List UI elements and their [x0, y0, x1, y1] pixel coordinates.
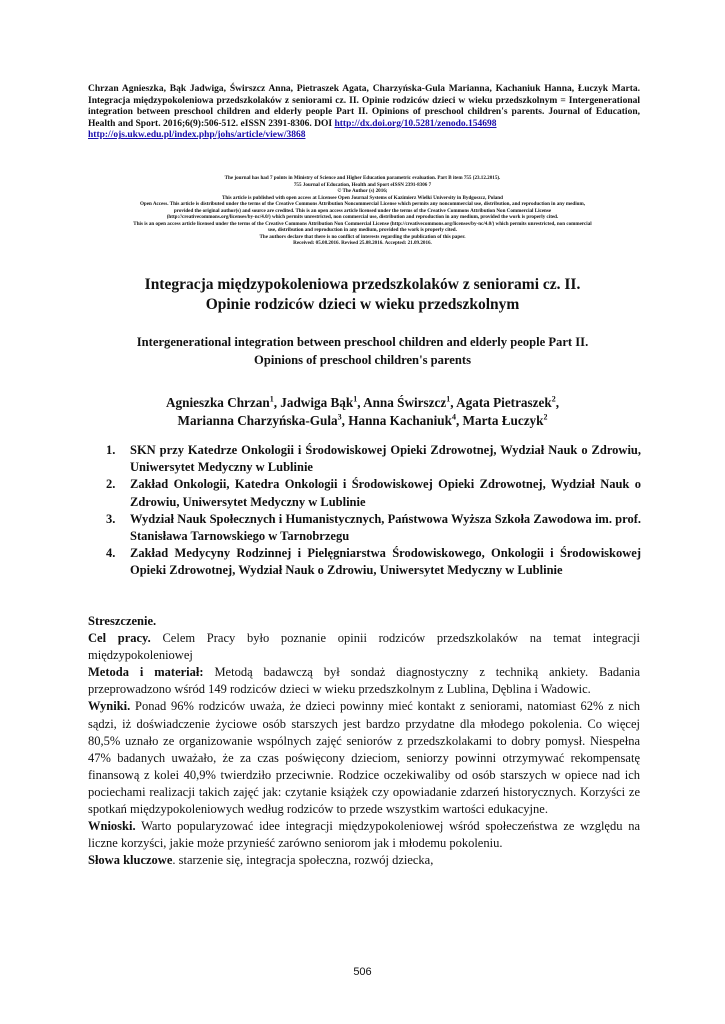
- journal-info: [60, 175, 665, 247]
- journal-info-line: 755 Journal of Education, Health and Sport eISSN 2391-8306 7: [293, 181, 432, 188]
- author-name: Anna Świrszcz: [363, 395, 447, 410]
- journal-info-line: Open Access. This article is distributed under the terms of the Creative Commons Attribution Noncommercial License which permits any noncommercial use, distribution, and reproduction in any medium,: [139, 201, 586, 207]
- citation-text: Chrzan Agnieszka, Bąk Jadwiga, Świrszcz Anna, Pietraszek Agata, Charzyńska-Gula Marianna, Kachaniuk Hanna, Łuczyk Marta. Integracja międzypokoleniowa przedszkolaków z seniorami cz. II. Opinie rodziców dzieci w wieku przedszkolnym = Intergenerational integration between preschool children and elderly people Part II. Opinions of preschool children's parents. Journal of Education, Health and Sport. 2016;6(9):506-512. eISSN 2391-8306. DOI http://dx.doi.org/10.5281/zenodo.154698 http://ojs.ukw.edu.pl/index.php/johs/article/view/3868: [88, 84, 640, 141]
- page-number: 506: [353, 966, 372, 978]
- author-name: Marta Łuczyk: [462, 413, 544, 428]
- abstract-results: Wyniki. Ponad 96% rodziców uważa, że dzieci powinny mieć kontakt z seniorami, natomiast 62% z nich sądzi, iż doświadczenie życiowe osób starszych jest bardzo przydatne dla młodego pokolenia. Co więcej 80,5% uznało ze organizowanie wspólnych zajęć seniorów z przedszkolakami to dobry pomysł. Niespełna 47% badanych uważało, że za czas poświęcony dzieciom, seniorzy powinni otrzymywać rekompensatę finansową z kolei 40,9% twierdziło przeciwnie. Rodzice oczekiwaliby od osób starszych w opiece nad ich pociechami realizacji takich zajęć jak: czytanie książek czy opowiadanie zdarzeń historycznych. Korzyści ze spotkań międzypokoleniowych według rodziców to przede wszystkim wartości edukacyjne.: [88, 699, 640, 817]
- journal-info-line: © The Author (s) 2016;: [337, 188, 388, 194]
- journal-info-line: (http://creativecommons.org/licenses/by-nc/4.0/) which permits unrestricted, non commercial use, distribution and reproduction in any medium, provided the work is properly cited.: [166, 214, 559, 220]
- journal-info-line: The journal has had 7 points in Ministry of Science and Higher Education parametric evaluation. Part B item 755 (23.12.2015).: [224, 175, 501, 181]
- authors-line: Marianna Charzyńska-Gula$^3$, Hanna Kachaniuk$^4$, Marta Łuczyk$^2$: [177, 412, 548, 428]
- authors-line: Agnieszka Chrzan$^1$, Jadwiga Bąk$^1$, Anna Świrszcz$^1$, Agata Pietraszek$^2$,: [166, 394, 559, 410]
- authors: [60, 394, 665, 430]
- journal-info-line: Received: 05.08.2016. Revised 25.08.2016. Accepted: 21.09.2016.: [293, 240, 432, 246]
- article-url-link[interactable]: http://ojs.ukw.edu.pl/index.php/johs/article/view/3868: [88, 130, 306, 141]
- title-polish: [60, 275, 665, 315]
- author-affiliation-mark: 2: [543, 412, 548, 422]
- abstract-heading: Streszczenie.: [88, 614, 157, 628]
- citation-block: [88, 84, 640, 142]
- journal-info-line: provided the original author(s) and source are credited. This is an open access article licensed under the terms of the Creative Commons Attribution Non Commercial License: [173, 207, 552, 214]
- author-affiliation-mark: 3: [337, 412, 342, 422]
- title-english-line: Opinions of preschool children's parents: [254, 352, 471, 367]
- affiliations-list: [106, 442, 641, 580]
- doi-link[interactable]: http://dx.doi.org/10.5281/zenodo.154698: [334, 118, 497, 129]
- affiliation-item: 4. Zakład Medycyny Rodzinnej i Pielęgniarstwa Środowiskowego, Onkologii i Środowiskowej Opieki Zdrowotnej, Wydział Nauk o Zdrowiu, Uniwersytet Medyczny w Lublinie: [106, 546, 641, 578]
- title-polish-line: Integracja międzypokoleniowa przedszkolaków z seniorami cz. II.: [144, 276, 581, 293]
- affiliation-item: 1. SKN przy Katedrze Onkologii i Środowiskowej Opieki Zdrowotnej, Wydział Nauk o Zdrowiu, Uniwersytet Medyczny w Lublinie: [106, 443, 641, 475]
- journal-info-line: This is an open access article licensed under the terms of the Creative Commons Attribution Non Commercial License (http://creativecommons.org/licenses/by-nc/4.0/) which permits unrestricted, non commercial: [133, 220, 592, 227]
- abstract-method: Metoda i materiał: Metodą badawczą był sondaż diagnostyczny z techniką ankiety. Badania przeprowadzono wśród 149 rodziców dzieci w wieku przedszkolnym z Lublina, Dęblina i Wadowic.: [88, 665, 640, 697]
- title-polish-line: Opinie rodziców dzieci w wieku przedszkolnym: [205, 296, 520, 313]
- author-affiliation-mark: 4: [451, 412, 456, 422]
- author-name: Hanna Kachaniuk: [348, 413, 452, 428]
- title-english: [60, 334, 665, 369]
- abstract-conclusions: Wnioski. Warto popularyzować idee integracji międzypokoleniowej wśród społeczeństwa ze względu na liczne korzyści, jakie może przynieść zarówno seniorom jak i młodemu pokoleniu.: [88, 819, 640, 851]
- author-affiliation-mark: 1: [353, 394, 358, 404]
- author-affiliation-mark: 1: [446, 394, 451, 404]
- abstract-keywords: Słowa kluczowe. starzenie się, integracja społeczna, rozwój dziecka,: [88, 853, 434, 868]
- abstract-aim: Cel pracy. Celem Pracy było poznanie opinii rodziców przedszkolaków na temat integracji międzypokoleniowej: [88, 631, 640, 663]
- author-name: Marianna Charzyńska-Gula: [177, 413, 338, 428]
- author-name: Jadwiga Bąk: [280, 395, 354, 410]
- author-name: Agnieszka Chrzan: [166, 395, 270, 410]
- journal-info-line: This article is published with open access at Licensee Open Journal Systems of Kazimierz Wielki University in Bydgoszcz, Poland: [222, 194, 503, 201]
- affiliation-item: 3. Wydział Nauk Społecznych i Humanistycznych, Państwowa Wyższa Szkoła Zawodowa im. prof. Stanisława Tarnowskiego w Tarnobrzegu: [106, 511, 641, 544]
- author-affiliation-mark: 1: [269, 394, 274, 404]
- author-name: Agata Pietraszek: [456, 395, 552, 410]
- journal-info-line: The authors declare that there is no conflict of interests regarding the publication of this paper.: [259, 233, 466, 240]
- affiliation-item: 2. Zakład Onkologii, Katedra Onkologii i Środowiskowej Opieki Zdrowotnej, Wydział Nauk o Zdrowiu, Uniwersytet Medyczny w Lublinie: [106, 477, 641, 509]
- journal-info-line: use, distribution and reproduction in any medium, provided the work is properly cited.: [268, 227, 457, 233]
- abstract: [88, 613, 640, 869]
- title-english-line: Intergenerational integration between preschool children and elderly people Part II.: [136, 335, 589, 349]
- author-affiliation-mark: 2: [551, 394, 556, 404]
